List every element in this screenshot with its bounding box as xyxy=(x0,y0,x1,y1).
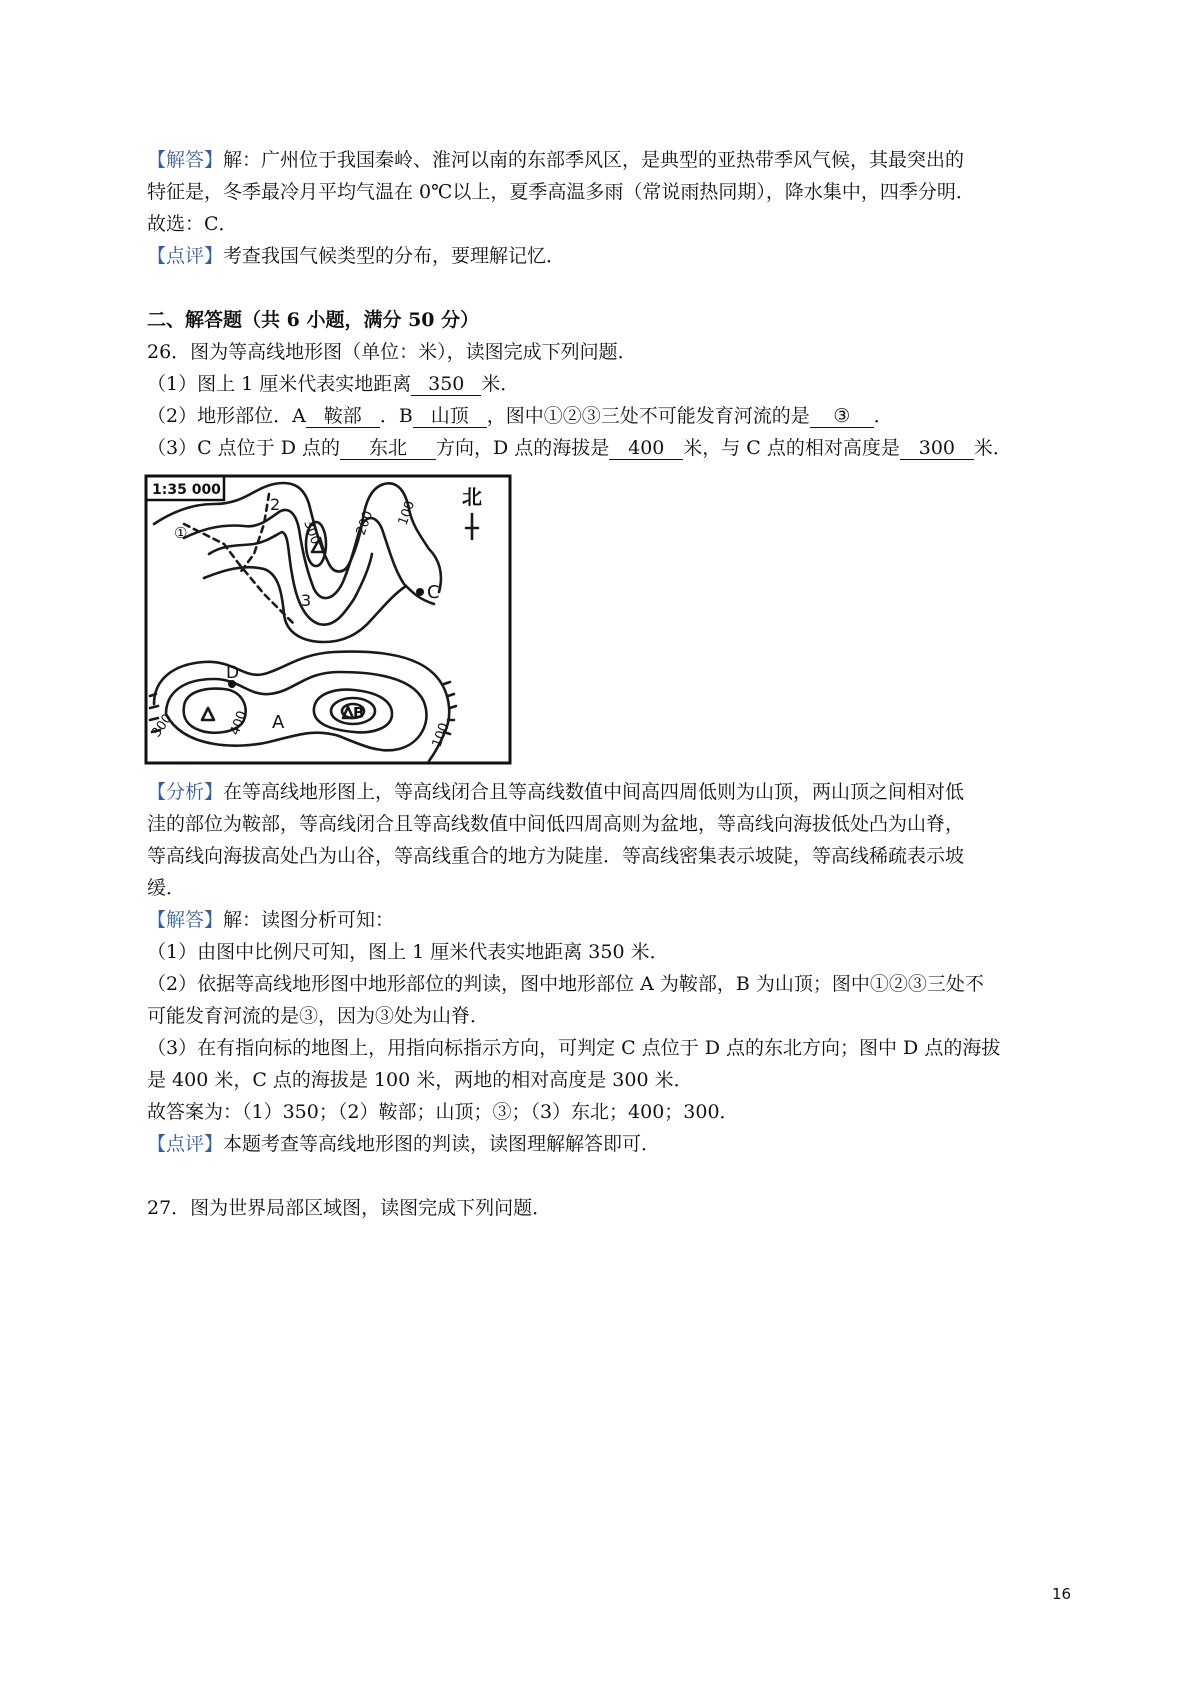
q26-p2-mid-1: ．B xyxy=(379,405,413,427)
q26-p2-answer-river: ③ xyxy=(810,405,874,428)
review2-line xyxy=(147,1132,660,1156)
elevation-400: 400 xyxy=(227,708,251,738)
section-heading: 二、解答题（共 6 小题，满分 50 分） xyxy=(147,309,480,331)
q26-p3-mid-1: 方向，D 点的海拔是 xyxy=(435,437,610,459)
q26-part-1 xyxy=(147,372,519,396)
map-label-c: C xyxy=(427,582,440,603)
q26-p3-answer-elevation: 400 xyxy=(609,437,683,460)
contour-line xyxy=(154,652,449,761)
solution-tag: 【解答】 xyxy=(147,909,224,931)
answer-line-1 xyxy=(147,148,964,172)
q26-p2-answer-a: 鞍部 xyxy=(306,405,380,428)
q26-part-2 xyxy=(147,404,893,428)
elevation-300-bottom: 300 xyxy=(148,711,176,741)
solution-line-1 xyxy=(147,908,394,932)
review2-tag: 【点评】 xyxy=(147,1133,224,1155)
q26-p3-mid-2: 米，与 C 点的相对高度是 xyxy=(683,437,900,459)
q26-p3-answer-direction: 东北 xyxy=(340,437,436,460)
q26-p1-answer: 350 xyxy=(411,373,481,396)
q26-p3-pre: （3）C 点位于 D 点的 xyxy=(147,437,340,459)
map-label-d: D xyxy=(226,663,240,683)
solution-line-7: 故答案为：（1）350；（2）鞍部；山顶；③；（3）东北；400；300． xyxy=(147,1101,739,1123)
answer-line-2: 特征是，冬季最冷月平均气温在 0℃以上，夏季高温多雨（常说雨热同期），降水集中，四季分明． xyxy=(147,181,975,203)
contour-map xyxy=(144,474,512,765)
q26-p2-mid-2: ，图中①②③三处不可能发育河流的是 xyxy=(486,405,810,427)
analysis-line-4: 缓． xyxy=(147,877,186,899)
contour-map-svg xyxy=(144,474,512,765)
analysis-line-1 xyxy=(147,780,964,804)
map-label-2: 2 xyxy=(270,495,281,514)
peak-triangle xyxy=(202,708,214,720)
solution-text-1: 解：读图分析可知： xyxy=(223,909,395,931)
q26-p2-pre: （2）地形部位．A xyxy=(147,405,306,427)
q26-p3-answer-relative-height: 300 xyxy=(900,437,974,460)
hachure-marks xyxy=(150,682,456,734)
map-label-b: B xyxy=(353,704,365,722)
map-scale: 1:35 000 xyxy=(152,482,221,498)
q26-stem: 26．图为等高线地形图（单位：米），读图完成下列问题． xyxy=(147,341,637,363)
solution-line-3: （2）依据等高线地形图中地形部位的判读，图中地形部位 A 为鞍部，B 为山顶；图中①②③三处不 xyxy=(147,973,984,995)
analysis-line-2: 洼的部位为鞍部，等高线闭合且等高线数值中间低四周高则为盆地，等高线向海拔低处凸为山脊， xyxy=(147,813,965,835)
q26-p1-pre: （1）图上 1 厘米代表实地距离 xyxy=(147,373,412,395)
analysis-line-3: 等高线向海拔高处凸为山谷，等高线重合的地方为陡崖．等高线密集表示坡陡，等高线稀疏表示坡 xyxy=(147,845,965,867)
elevation-100-bottom: 100 xyxy=(429,720,453,750)
ridge-line xyxy=(184,524,294,624)
valley-line xyxy=(239,494,269,574)
answer-tag: 【解答】 xyxy=(147,149,224,171)
map-label-a: A xyxy=(272,712,285,733)
answer-line-3: 故选：C． xyxy=(147,213,238,235)
map-label-1: ① xyxy=(174,524,188,542)
q26-p2-post: ． xyxy=(873,405,893,427)
point-c xyxy=(416,588,424,596)
elevation-100-top: 100 xyxy=(395,498,419,528)
q26-part-3 xyxy=(147,436,1012,460)
answer-text: 解：广州位于我国秦岭、淮河以南的东部季风区，是典型的亚热带季风气候，其最突出的 xyxy=(223,149,965,171)
analysis-text-1: 在等高线地形图上，等高线闭合且等高线数值中间高四周低则为山顶，两山顶之间相对低 xyxy=(223,781,965,803)
review2-text: 本题考查等高线地形图的判读，读图理解解答即可． xyxy=(223,1133,661,1155)
map-label-3: 3 xyxy=(301,591,312,610)
q26-p3-post: 米． xyxy=(973,437,1012,459)
elevation-200: 200 xyxy=(353,508,377,538)
solution-line-5: （3）在有指向标的地图上，用指向标指示方向，可判定 C 点位于 D 点的东北方向；图中 D 点的海拔 xyxy=(147,1037,1001,1059)
north-label: 北 xyxy=(462,485,482,509)
q27-stem: 27．图为世界局部区域图，读图完成下列问题． xyxy=(147,1197,552,1219)
q26-p2-answer-b: 山顶 xyxy=(413,405,487,428)
analysis-tag: 【分析】 xyxy=(147,781,224,803)
page-number: 16 xyxy=(1052,1585,1072,1603)
q26-p1-post: 米． xyxy=(481,373,520,395)
elevation-300-top: 300 xyxy=(300,518,323,547)
solution-line-2: （1）由图中比例尺可知，图上 1 厘米代表实地距离 350 米． xyxy=(147,941,669,963)
review-tag: 【点评】 xyxy=(147,245,224,267)
review-text: 考查我国气候类型的分布，要理解记忆． xyxy=(223,245,566,267)
solution-line-6: 是 400 米，C 点的海拔是 100 米，两地的相对高度是 300 米． xyxy=(147,1069,693,1091)
review-line xyxy=(147,244,565,268)
contour-line xyxy=(209,532,372,625)
solution-line-4: 可能发育河流的是③，因为③处为山脊． xyxy=(147,1005,490,1027)
